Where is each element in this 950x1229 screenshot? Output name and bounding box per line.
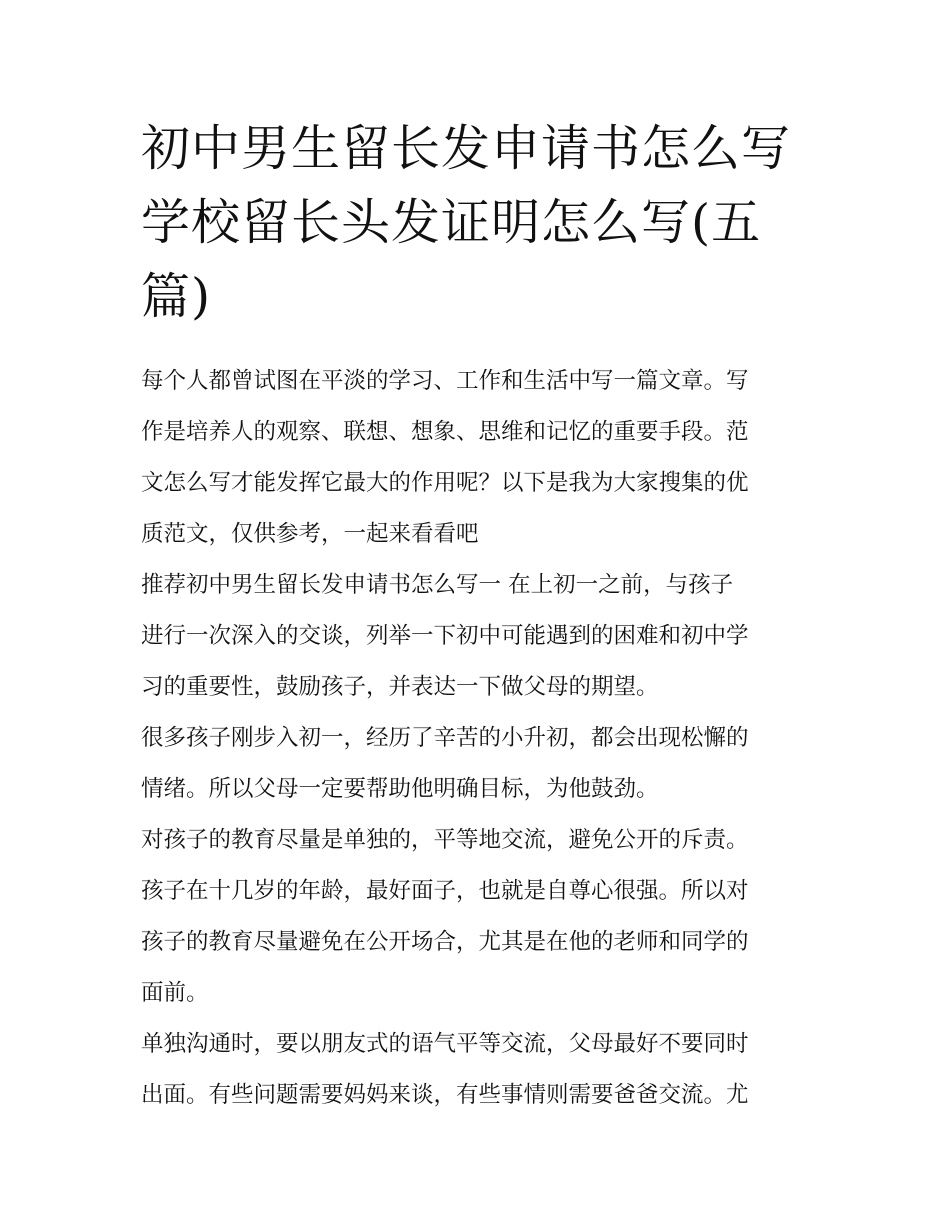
text-line: 单独沟通时，要以朋友式的语气平等交流，父母最好不要同时: [141, 1031, 749, 1057]
paragraph-recommendation: [141, 560, 831, 713]
text-line: 文怎么写才能发挥它最大的作用呢？以下是我为大家搜集的优: [141, 470, 749, 496]
paragraph-intro: [141, 356, 831, 560]
text-line: 每个人都曾试图在平淡的学习、工作和生活中写一篇文章。写: [141, 368, 749, 394]
text-line: 出面。有些问题需要妈妈来谈，有些事情则需要爸爸交流。尤: [141, 1082, 749, 1108]
text-line: 很多孩子刚步入初一，经历了辛苦的小升初，都会出现松懈的: [141, 725, 749, 751]
text-line: 孩子在十几岁的年龄，最好面子，也就是自尊心很强。所以对: [141, 878, 749, 904]
paragraph-motivation: [141, 713, 831, 815]
text-line: 推荐初中男生留长发申请书怎么写一 在上初一之前，与孩子: [141, 572, 734, 598]
text-line: 质范文，仅供参考，一起来看看吧: [141, 521, 479, 547]
paragraph-communication: [141, 1019, 831, 1121]
text-line: 面前。: [141, 980, 209, 1006]
text-line: 对孩子的教育尽量是单独的，平等地交流，避免公开的斥责。: [141, 827, 749, 853]
paragraph-private-education: [141, 815, 831, 1019]
title-line: 篇): [141, 268, 212, 325]
text-line: 习的重要性，鼓励孩子，并表达一下做父母的期望。: [141, 674, 659, 700]
text-line: 进行一次深入的交谈，列举一下初中可能遇到的困难和初中学: [141, 623, 749, 649]
title-line: 学校留长头发证明怎么写(五: [141, 194, 762, 251]
text-line: 孩子的教育尽量避免在公开场合，尤其是在他的老师和同学的: [141, 929, 749, 955]
title-line: 初中男生留长发申请书怎么写: [141, 120, 792, 177]
text-line: 作是培养人的观察、联想、想象、思维和记忆的重要手段。范: [141, 419, 749, 445]
document-title: [141, 112, 821, 334]
document-body: [141, 356, 831, 1121]
text-line: 情绪。所以父母一定要帮助他明确目标，为他鼓劲。: [141, 776, 659, 802]
